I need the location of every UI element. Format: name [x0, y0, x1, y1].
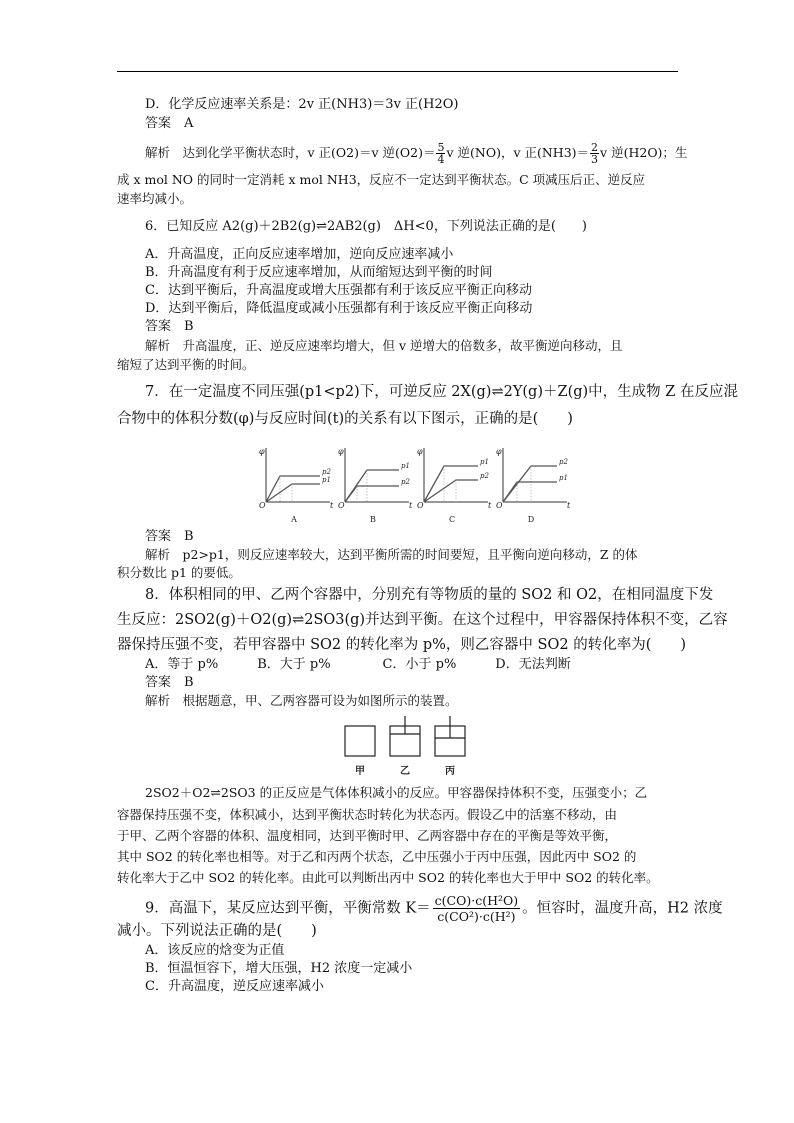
container-label: 甲: [355, 766, 365, 777]
curve-upper: [266, 476, 320, 502]
options-q8: A．等于 p% B．大于 p% C．小于 p% D．无法判断: [145, 657, 571, 672]
origin-label: O: [259, 501, 266, 510]
option-c-q6: C．达到平衡后，升高温度或增大压强都有利于该反应平衡正向移动: [145, 283, 532, 298]
answer-q6: 答案 B: [145, 319, 194, 334]
x-axis-label: t: [409, 501, 413, 510]
curve-label-lower: p2: [401, 478, 410, 486]
curve-upper: [503, 466, 557, 502]
analysis-q5-line2: 成 x mol NO 的同时一定消耗 x mol NH3，反应不一定达到平衡状态。C 项减压后正、逆反应: [117, 172, 646, 187]
fraction-2-3: $\frac{2}{3}$: [591, 141, 599, 166]
question-6-stem: 6．已知反应 A2(g)＋2B2(g)⇌2AB2(g) ΔH<0，下列说法正确的是( ): [145, 219, 587, 234]
phi-time-graphs: [258, 446, 571, 528]
analysis-q5-line1: 解析 达到化学平衡状态时，v 正(O2)＝v 逆(O2)＝ $\frac{5}{4}$ v 逆(NO)，v 正(NH3)＝ $\frac{2}{3}$ v 逆(H2O)；生: [145, 141, 688, 166]
graph-d: [496, 447, 571, 524]
container-label: 丙: [445, 766, 455, 777]
answer-q7: 答案 B: [145, 529, 194, 544]
graph-letter: B: [370, 515, 376, 524]
container-label: 乙: [400, 766, 410, 777]
graph-letter: C: [448, 515, 456, 524]
curve-label-lower: p1: [559, 474, 568, 482]
y-axis-label: φ: [259, 447, 265, 456]
analysis-q6-line1: 解析 升高温度，正、逆反应速率均增大，但 v 逆增大的倍数多，故平衡逆向移动，且: [145, 338, 623, 353]
analysis-q8-line3: 容器保持压强不变，体积减小，达到平衡状态时转化为状态丙。假设乙中的活塞不移动，由: [117, 807, 618, 822]
analysis-q7-line1: 解析 p2>p1，则反应速率较大，达到平衡所需的时间要短，且平衡向逆向移动，Z 的体: [145, 547, 638, 562]
analysis-q8-line4: 于甲、乙两个容器的体积、温度相同，达到平衡时甲、乙两容器中存在的平衡是等效平衡，: [117, 828, 618, 843]
analysis-q8-line6: 转化率大于乙中 SO2 的转化率。由此可以判断出丙中 SO2 的转化率也大于甲中 SO2 的转化率。: [117, 870, 659, 885]
curve-label-lower: p1: [322, 476, 331, 484]
analysis-q8-line1: 解析 根据题意，甲、乙两容器可设为如图所示的装置。: [145, 693, 458, 708]
analysis-q7-line2: 积分数比 p1 的要低。: [117, 565, 241, 580]
question-8-stem-line1: 8．体积相同的甲、乙两个容器中，分别充有等物质的量的 SO2 和 O2，在相同温度下发: [145, 587, 714, 603]
graph-letter: D: [527, 515, 535, 524]
graph-letter: A: [291, 515, 297, 524]
header-rule: [117, 71, 678, 72]
question-8-stem-line2: 生反应：2SO2(g)＋O2(g)⇌2SO3(g)并达到平衡。在这个过程中，甲容器保持体积不变，乙容: [117, 612, 728, 628]
option-c-q9: C．升高温度，逆反应速率减小: [145, 979, 324, 994]
y-axis-label: φ: [496, 447, 502, 456]
question-7-stem-line2: 合物中的体积分数(φ)与反应时间(t)的关系有以下图示，正确的是( ): [117, 411, 573, 427]
analysis-q8-line5: 其中 SO2 的转化率也相等。对于乙和丙两个状态，乙中压强小于丙中压强，因此丙中 SO2 的: [117, 849, 637, 864]
graph-a: [259, 447, 334, 524]
option-b-q6: B．升高温度有利于反应速率增加，从而缩短达到平衡的时间: [145, 265, 493, 280]
answer-q8: 答案 B: [145, 675, 194, 690]
option-a-q6: A．升高温度，正向反应速率增加，逆向反应速率减小: [145, 247, 454, 262]
question-8-stem-line3: 器保持压强不变，若甲容器中 SO2 的转化率为 p%，则乙容器中 SO2 的转化率为( ): [117, 637, 687, 653]
question-9-stem-line1: 9．高温下，某反应达到平衡，平衡常数 K＝ $\frac{\text{c(CO)·c(H²O)}}{\text{c(CO²)·c(H²)}}$ 。恒容时，温度升高，H2 浓度: [145, 893, 723, 924]
curve-label-lower: p2: [480, 472, 489, 480]
x-axis-label: t: [488, 501, 492, 510]
origin-label: O: [496, 501, 503, 510]
curve-label-upper: p2: [322, 468, 331, 476]
option-b-q9: B．恒温恒容下，增大压强，H2 浓度一定减小: [145, 961, 413, 976]
analysis-q8-line2: 2SO2＋O2⇌2SO3 的正反应是气体体积减小的反应。甲容器保持体积不变，压强变小；乙: [145, 785, 648, 800]
equilibrium-constant-fraction: $\frac{\text{c(CO)·c(H²O)}}{\text{c(CO²)·c(H²)}}$: [434, 893, 519, 924]
option-a-q9: A．该反应的焓变为正值: [145, 943, 285, 958]
x-axis-label: t: [330, 501, 334, 510]
answer-q5: 答案 A: [145, 116, 194, 131]
analysis-q5-line3: 速率均减小。: [117, 191, 193, 206]
curve-lower: [424, 480, 478, 502]
curve-lower: [345, 486, 399, 502]
container-diagram: [340, 716, 470, 778]
option-d-q6: D．达到平衡后，降低温度或减小压强都有利于该反应平衡正向移动: [145, 301, 533, 316]
origin-label: O: [338, 501, 345, 510]
curve-label-upper: p1: [401, 462, 410, 470]
question-9-stem-line2: 减小。下列说法正确的是( ): [117, 923, 317, 939]
analysis-q6-line2: 缩短了达到平衡的时间。: [117, 357, 255, 372]
option-d-q5: D．化学反应速率关系是：2v 正(NH3)＝3v 正(H2O): [145, 97, 459, 112]
graph-c: [417, 447, 492, 524]
fraction-5-4: $\frac{5}{4}$: [437, 141, 445, 166]
question-7-stem-line1: 7．在一定温度不同压强(p1<p2)下，可逆反应 2X(g)⇌2Y(g)＋Z(g)中，生成物 Z 在反应混: [145, 384, 738, 400]
graph-b: [338, 447, 413, 524]
y-axis-label: φ: [417, 447, 423, 456]
curve-label-upper: p2: [559, 458, 568, 466]
curve-label-upper: p1: [480, 458, 489, 466]
origin-label: O: [417, 501, 424, 510]
y-axis-label: φ: [338, 447, 344, 456]
x-axis-label: t: [567, 501, 571, 510]
